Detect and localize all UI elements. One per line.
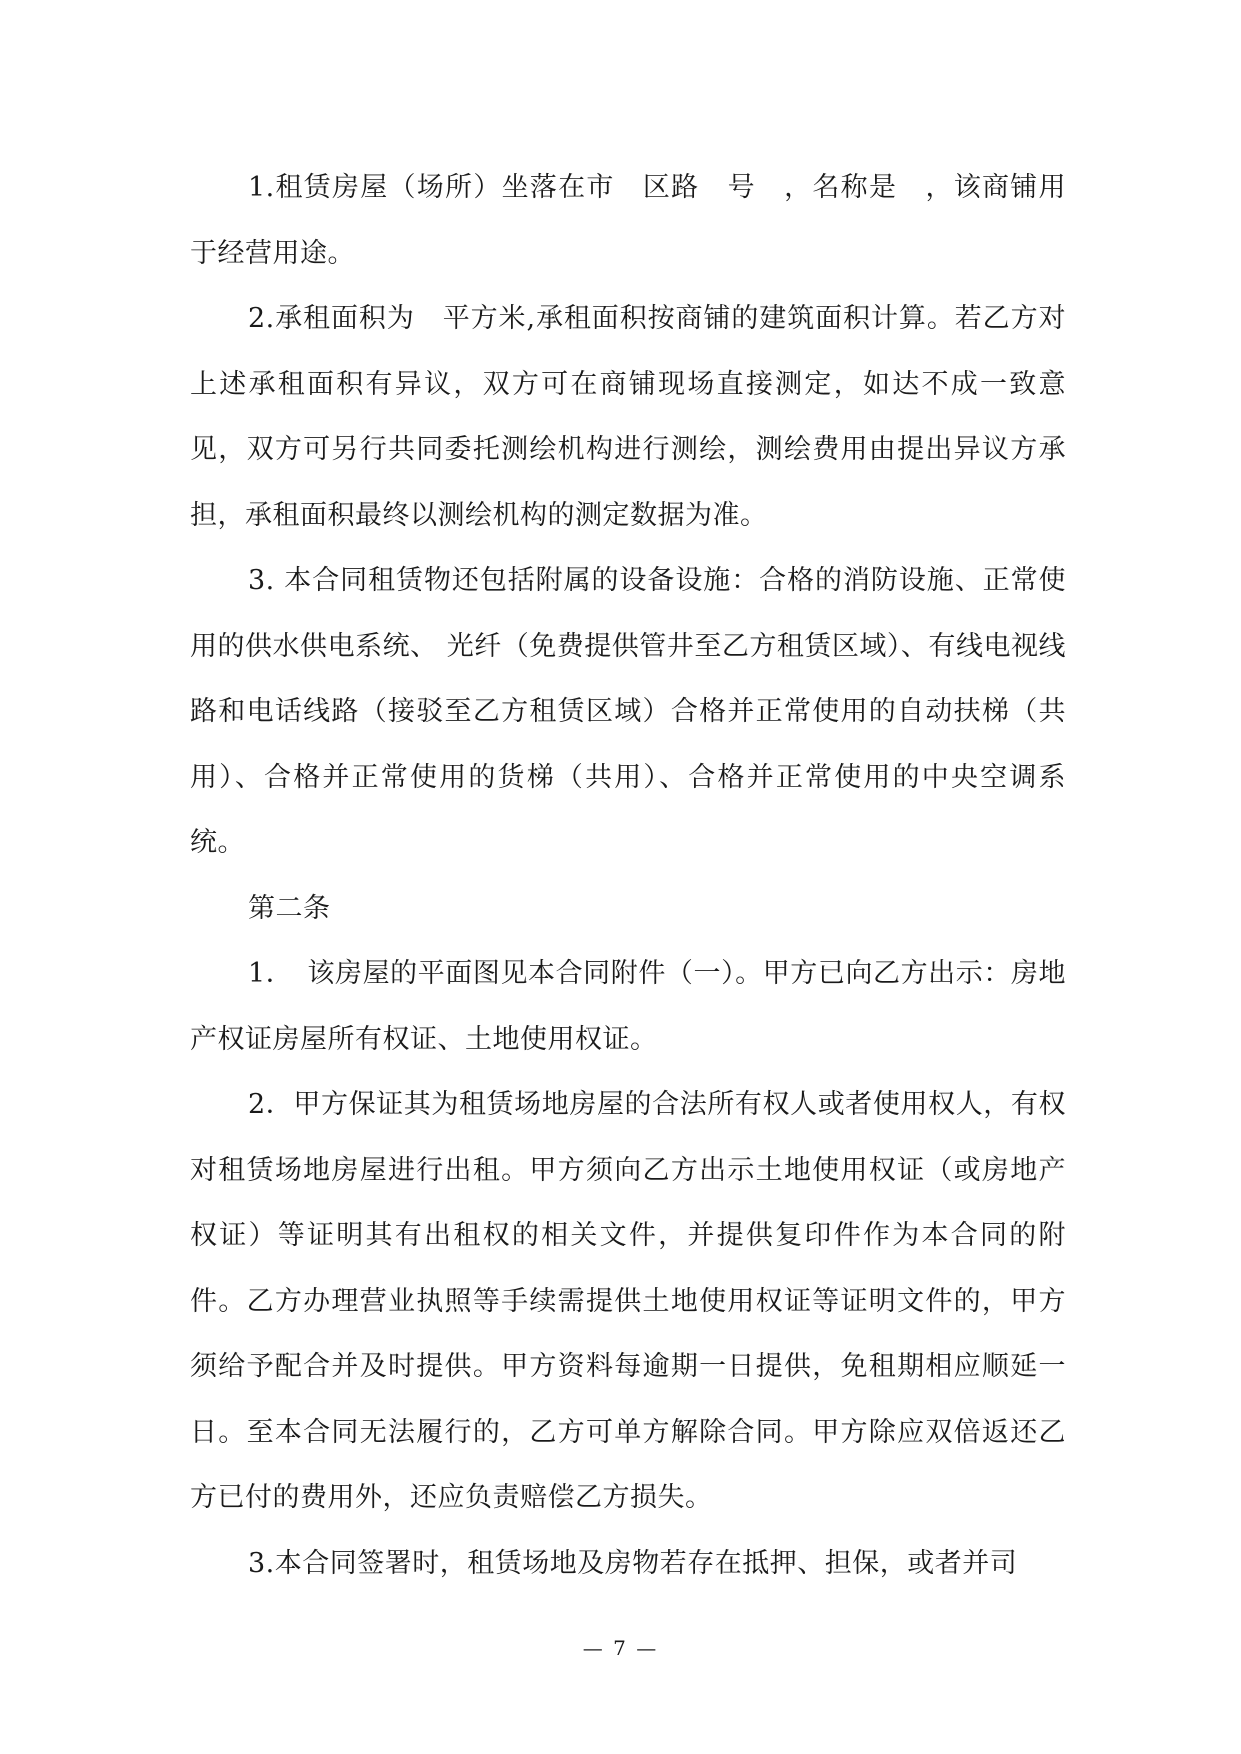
paragraph-clause-1-1: 1.租赁房屋（场所）坐落在市 区路 号 ，名称是 ，该商铺用于经营用途。 — [190, 172, 1066, 269]
document-body — [190, 155, 1066, 1596]
paragraph-clause-2-3: 3.本合同签署时，租赁场地及房物若存在抵押、担保，或者并司 — [248, 1547, 1018, 1579]
page-number: — 7 — — [582, 1636, 659, 1660]
paragraph-clause-2-2: 2．甲方保证其为租赁场地房屋的合法所有权人或者使用权人，有权对租赁场地房屋进行出租。甲方须向乙方出示土地使用权证（或房地产权证）等证明其有出租权的相关文件，并提供复印件作为本合同的附件。乙方办理营业执照等手续需提供土地使用权证等证明文件的，甲方须给予配合并及时提供。甲方资料每逾期一日提供，免租期相应顺延一日。至本合同无法履行的，乙方可单方解除合同。甲方除应双倍返还乙方已付的费用外，还应负责赔偿乙方损失。 — [190, 1089, 1066, 1513]
paragraph-clause-1-2: 2.承租面积为 平方米,承租面积按商铺的建筑面积计算。若乙方对上述承租面积有异议，双方可在商铺现场直接测定，如达不成一致意见，双方可另行共同委托测绘机构进行测绘，测绘费用由提出异议方承担，承租面积最终以测绘机构的测定数据为准。 — [190, 303, 1066, 531]
paragraph-clause-2-1: 1． 该房屋的平面图见本合同附件（一）。甲方已向乙方出示：房地产权证房屋所有权证、土地使用权证。 — [190, 958, 1066, 1055]
paragraph-clause-1-3: 3. 本合同租赁物还包括附属的设备设施：合格的消防设施、正常使用的供水供电系统、 光纤（免费提供管井至乙方租赁区域）、有线电视线路和电话线路（接驳至乙方租赁区域）合格并正常使用的自动扶梯（共用）、合格并正常使用的货梯（共用）、合格并正常使用的中央空调系统。 — [190, 565, 1066, 858]
section-heading-article-2: 第二条 — [248, 892, 331, 924]
